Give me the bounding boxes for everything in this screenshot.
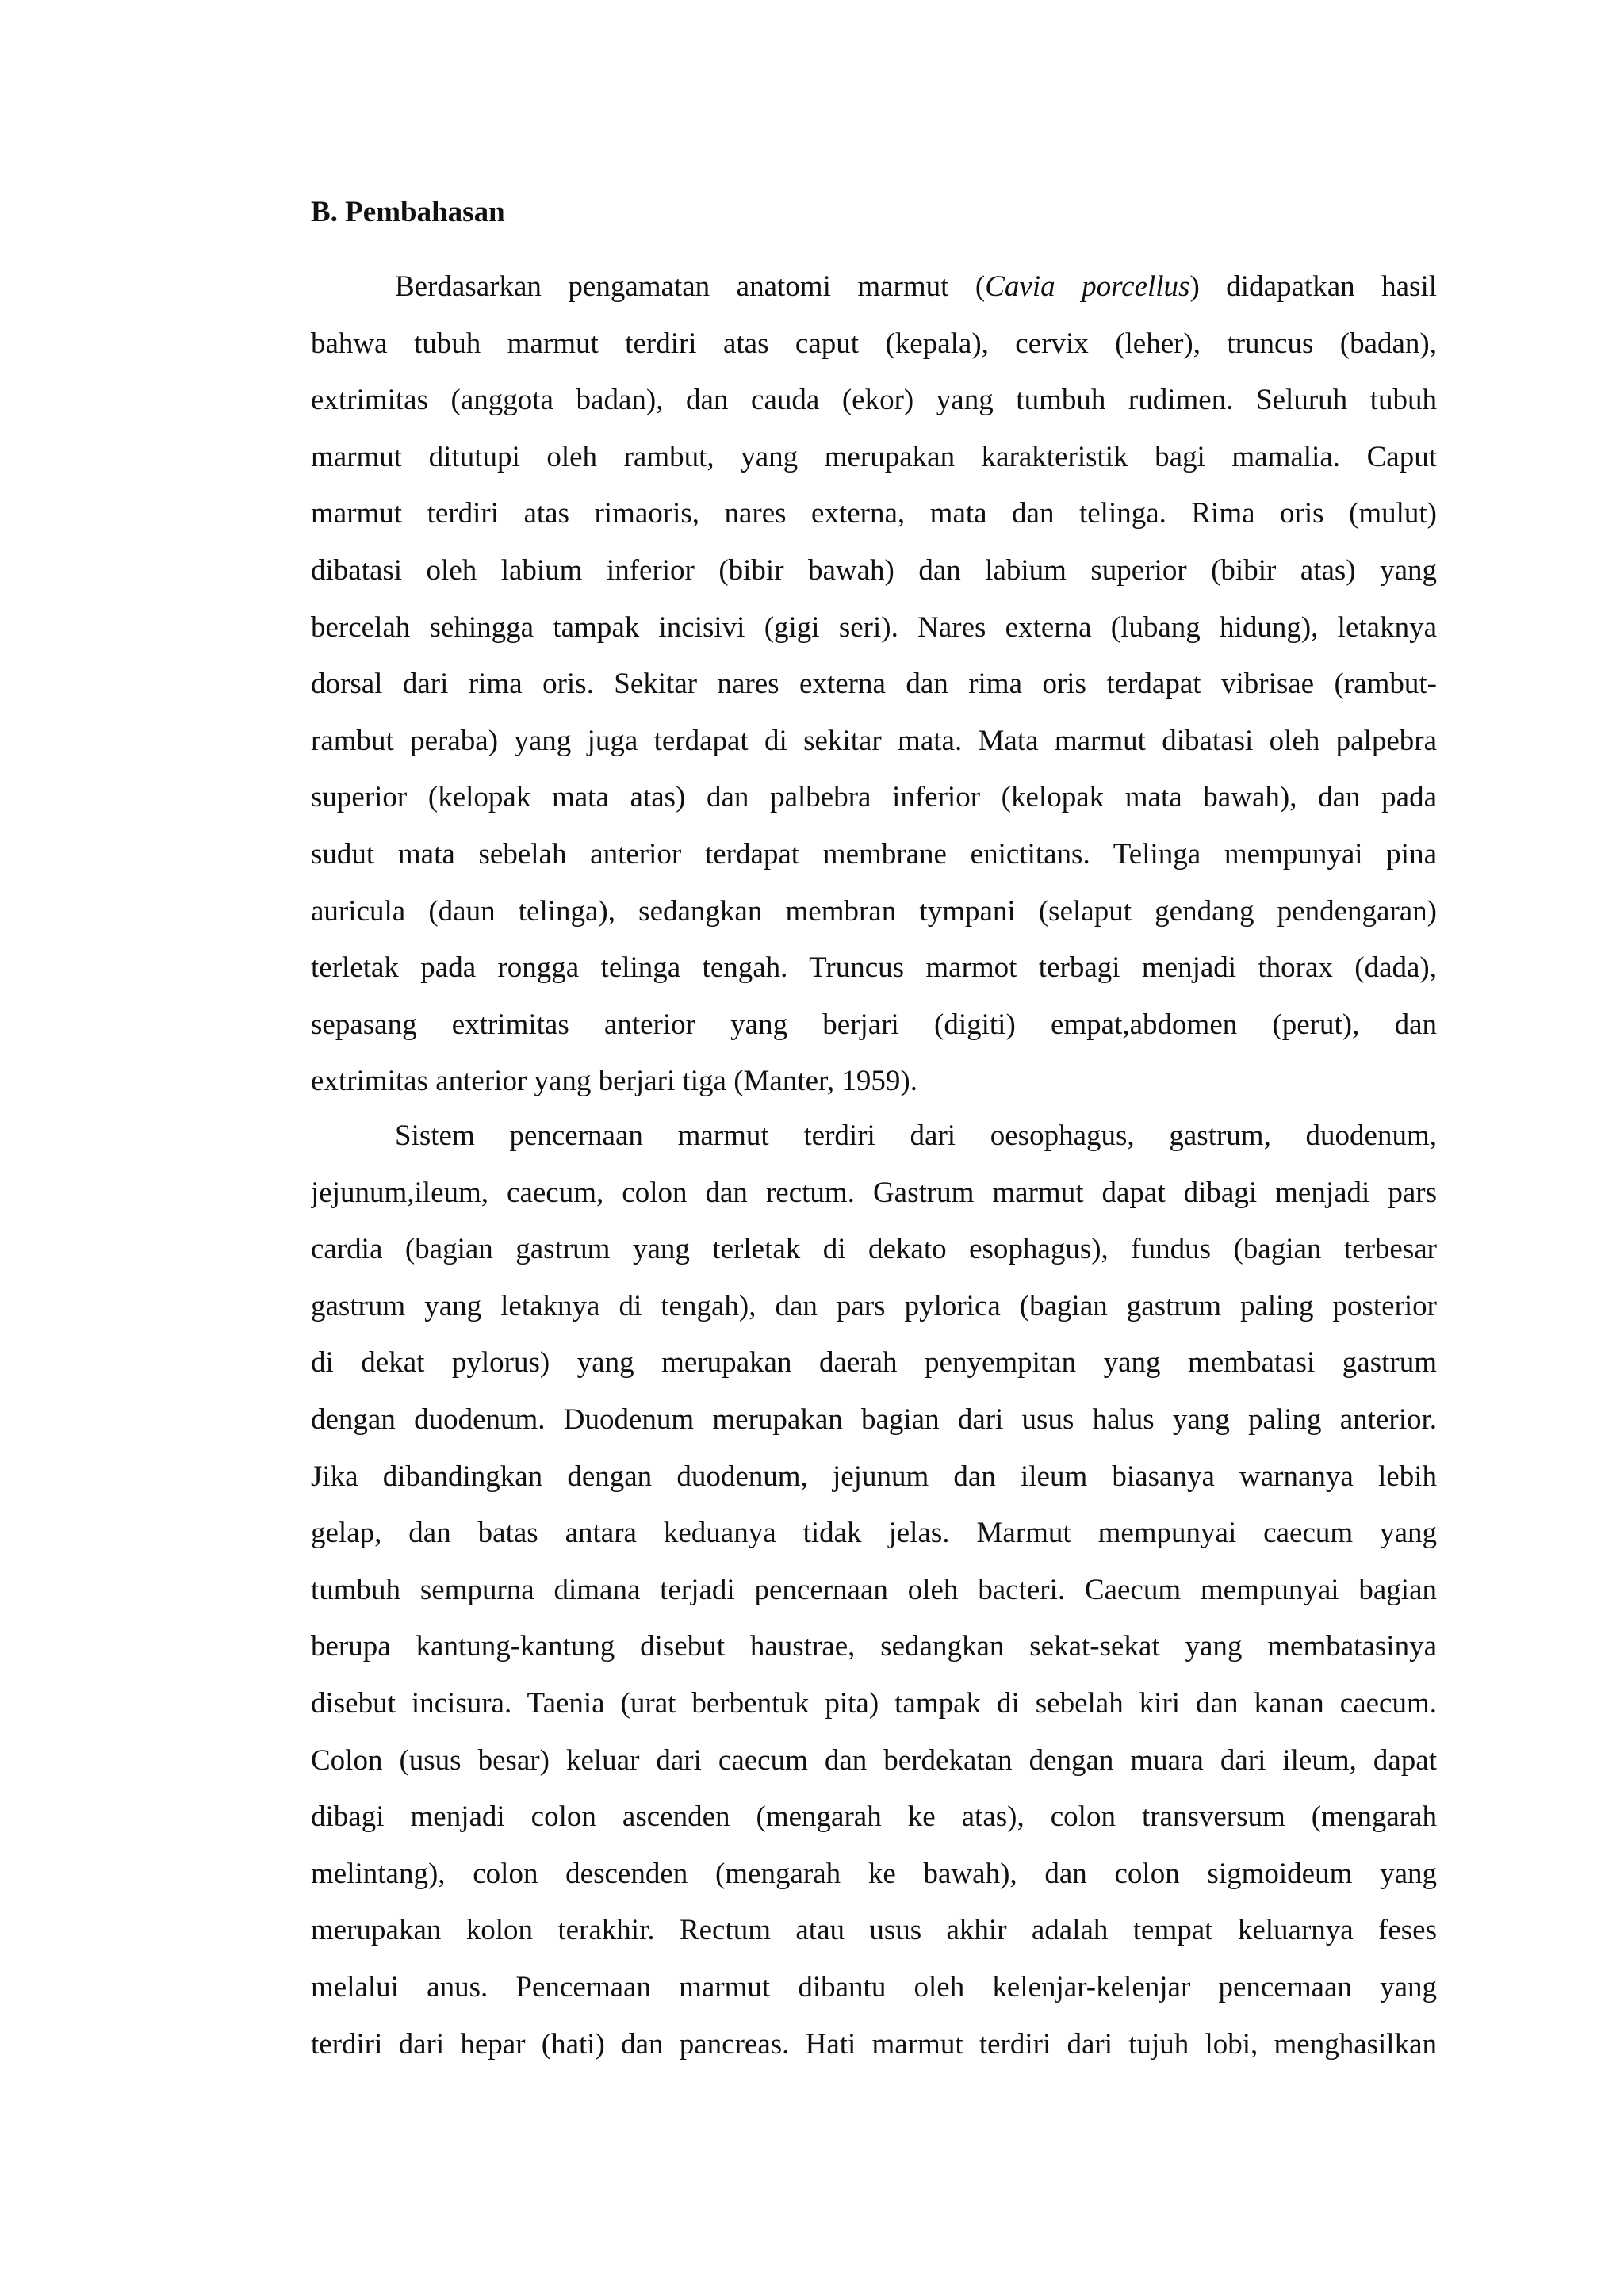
paragraph-line: Colon (usus besar) keluar dari caecum dan berdekatan dengan muara dari ileum, dapat [311,1743,1437,1777]
paragraph-line: dorsal dari rima oris. Sekitar nares externa dan rima oris terdapat vibrisae (rambut- [311,668,1437,701]
paragraph-line: auricula (daun telinga), sedangkan membran tympani (selaput gendang pendengaran) [311,894,1437,928]
paragraph-line: di dekat pylorus) yang merupakan daerah penyempitan yang membatasi gastrum [311,1346,1437,1380]
paragraph-line: sepasang extrimitas anterior yang berjari (digiti) empat,abdomen (perut), dan [311,1008,1437,1041]
paragraph-line: melintang), colon descenden (mengarah ke bawah), dan colon sigmoideum yang [311,1857,1437,1890]
paragraph-line: rambut peraba) yang juga terdapat di sekitar mata. Mata marmut dibatasi oleh palpebra [311,724,1437,757]
paragraph-line: marmut ditutupi oleh rambut, yang merupakan karakteristik bagi mamalia. Caput [311,440,1437,473]
paragraph-line: marmut terdiri atas rimaoris, nares externa, mata dan telinga. Rima oris (mulut) [311,497,1437,530]
paragraph-line: superior (kelopak mata atas) dan palbebra inferior (kelopak mata bawah), dan pada [311,781,1437,814]
paragraph-line: bahwa tubuh marmut terdiri atas caput (kepala), cervix (leher), truncus (badan), [311,327,1437,360]
paragraph-line: tumbuh sempurna dimana terjadi pencernaan oleh bacteri. Caecum mempunyai bagian [311,1573,1437,1606]
paragraph-line: dibagi menjadi colon ascenden (mengarah ke atas), colon transversum (mengarah [311,1800,1437,1834]
paragraph-line: dibatasi oleh labium inferior (bibir bawah) dan labium superior (bibir atas) yang [311,553,1437,587]
species-name: Cavia porcellus [985,270,1190,303]
paragraph-line: sudut mata sebelah anterior terdapat membrane enictitans. Telinga mempunyai pina [311,837,1437,871]
paragraph-line: merupakan kolon terakhir. Rectum atau usus akhir adalah tempat keluarnya feses [311,1914,1437,1947]
paragraph-line: extrimitas (anggota badan), dan cauda (ekor) yang tumbuh rudimen. Seluruh tubuh [311,384,1437,417]
paragraph-line: disebut incisura. Taenia (urat berbentuk pita) tampak di sebelah kiri dan kanan caecum. [311,1686,1437,1720]
line-text: Berdasarkan pengamatan anatomi marmut ( [395,270,986,303]
paragraph-line: Sistem pencernaan marmut terdiri dari oesophagus, gastrum, duodenum, [395,1119,1437,1152]
section-heading: B. Pembahasan [311,196,505,228]
paragraph-line: berupa kantung-kantung disebut haustrae, sedangkan sekat-sekat yang membatasinya [311,1630,1437,1663]
paragraph-line: Jika dibandingkan dengan duodenum, jejunum dan ileum biasanya warnanya lebih [311,1460,1437,1493]
paragraph-line: terdiri dari hepar (hati) dan pancreas. Hati marmut terdiri dari tujuh lobi, menghasilkan [311,2027,1437,2061]
paragraph-line: gastrum yang letaknya di tengah), dan pars pylorica (bagian gastrum paling posterior [311,1289,1437,1322]
paragraph-line: extrimitas anterior yang berjari tiga (Manter, 1959). [311,1065,917,1098]
paragraph-line [311,258,1437,316]
paragraph-digestion [311,1108,1437,2072]
paragraph-line: melalui anus. Pencernaan marmut dibantu oleh kelenjar-kelenjar pencernaan yang [311,1970,1437,2003]
paragraph-line: gelap, dan batas antara keduanya tidak jelas. Marmut mempunyai caecum yang [311,1517,1437,1550]
paragraph-anatomy [311,258,1437,1110]
line-text: ) didapatkan hasil [1189,270,1437,303]
paragraph-line: terletak pada rongga telinga tengah. Truncus marmot terbagi menjadi thorax (dada), [311,951,1437,985]
paragraph-line: bercelah sehingga tampak incisivi (gigi seri). Nares externa (lubang hidung), letaknya [311,610,1437,644]
paragraph-line: dengan duodenum. Duodenum merupakan bagian dari usus halus yang paling anterior. [311,1402,1437,1436]
paragraph-line: cardia (bagian gastrum yang terletak di dekato esophagus), fundus (bagian terbesar [311,1233,1437,1266]
paragraph-line: jejunum,ileum, caecum, colon dan rectum. Gastrum marmut dapat dibagi menjadi pars [311,1176,1437,1209]
